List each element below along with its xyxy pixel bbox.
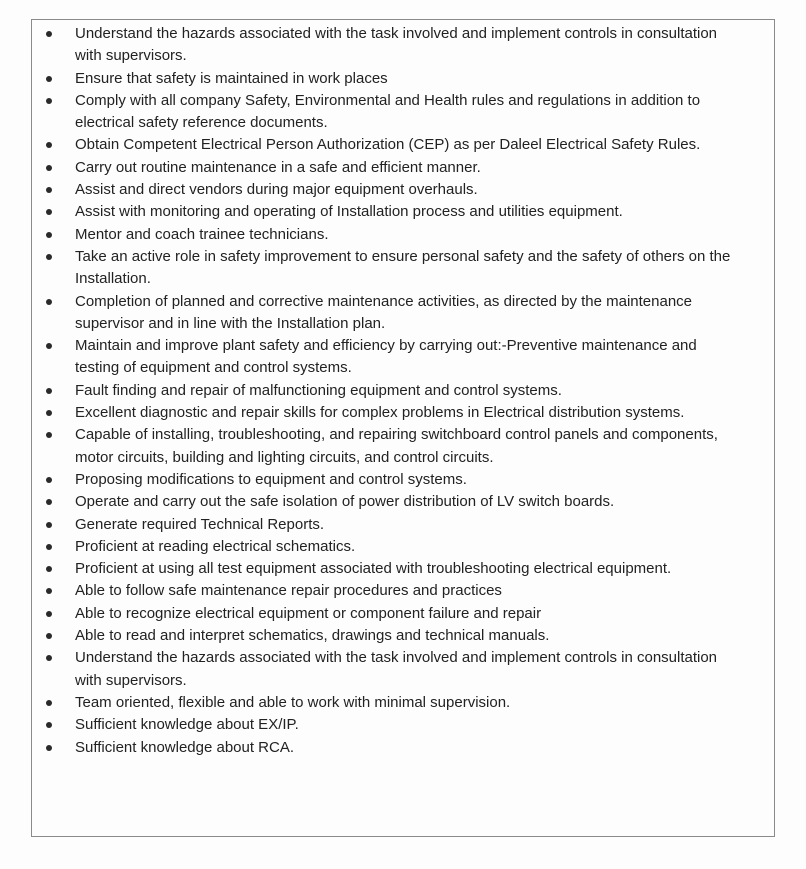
list-item (32, 558, 774, 580)
list-item-text: Able to follow safe maintenance repair procedures and practices (75, 582, 502, 600)
bullet-icon (46, 588, 52, 594)
list-item-text: Sufficient knowledge about RCA. (75, 738, 295, 756)
bullet-icon (46, 410, 52, 416)
bullet-icon (46, 611, 52, 617)
list-item (32, 201, 774, 223)
list-item-text: Understand the hazards associated with the task involved and implement controls in consultation with supervisors. (75, 649, 718, 689)
bullet-icon (46, 232, 52, 238)
list-item-text: Fault finding and repair of malfunctioning equipment and control systems. (75, 381, 562, 399)
bullet-icon (46, 187, 52, 193)
list-item (32, 380, 774, 402)
bullet-icon (46, 655, 52, 661)
list-item (32, 647, 774, 692)
bullet-icon (46, 98, 52, 104)
list-item-text: Team oriented, flexible and able to work with minimal supervision. (75, 693, 511, 711)
list-item (32, 68, 774, 90)
list-item (32, 23, 774, 68)
list-item (32, 134, 774, 156)
bullet-icon (46, 544, 52, 550)
list-item-text: Carry out routine maintenance in a safe and efficient manner. (75, 158, 481, 176)
list-item (32, 737, 774, 759)
list-item (32, 179, 774, 201)
list-item (32, 692, 774, 714)
bullet-icon (46, 165, 52, 171)
bullet-icon (46, 566, 52, 572)
list-item-text: Mentor and coach trainee technicians. (75, 225, 329, 243)
bullet-icon (46, 700, 52, 706)
list-item (32, 246, 774, 291)
duties-list (32, 23, 774, 759)
list-item (32, 714, 774, 736)
list-item-text: Completion of planned and corrective maintenance activities, as directed by the maintenance supervisor and in line with the Installation plan. (75, 292, 693, 332)
list-item (32, 580, 774, 602)
list-item-text: Maintain and improve plant safety and efficiency by carrying out:-Preventive maintenance and testing of equipment and control systems. (75, 337, 697, 377)
list-item-text: Proficient at reading electrical schematics. (75, 537, 356, 555)
list-item (32, 157, 774, 179)
list-item-text: Ensure that safety is maintained in work places (75, 69, 388, 87)
list-item-text: Assist and direct vendors during major equipment overhauls. (75, 181, 478, 199)
list-item-text: Proficient at using all test equipment associated with troubleshooting electrical equipment. (75, 560, 672, 578)
list-item (32, 536, 774, 558)
bullet-icon (46, 477, 52, 483)
list-item-text: Comply with all company Safety, Environmental and Health rules and regulations in addition to electrical safety reference documents. (75, 91, 701, 132)
bullet-icon (46, 343, 52, 349)
list-item-text: Obtain Competent Electrical Person Authorization (CEP) as per Daleel Electrical Safety Rules. (75, 136, 701, 154)
list-item-text: Able to recognize electrical equipment or component failure and repair (75, 604, 542, 622)
bullet-icon (46, 299, 52, 305)
bullet-icon (46, 254, 52, 260)
list-item (32, 491, 774, 513)
list-item-text: Understand the hazards associated with the task involved and implement controls in consultation with supervisors. (75, 25, 718, 65)
bullet-icon (46, 633, 52, 639)
list-item (32, 335, 774, 380)
bullet-icon (46, 499, 52, 505)
list-item (32, 224, 774, 246)
list-item (32, 603, 774, 625)
list-item (32, 625, 774, 647)
bullet-icon (46, 722, 52, 728)
list-item-text: Generate required Technical Reports. (75, 515, 325, 533)
list-item-text: Proposing modifications to equipment and control systems. (75, 470, 467, 488)
list-item-text: Capable of installing, troubleshooting, and repairing switchboard control panels and components, motor circuits, building and lighting circuits, and control circuits. (75, 426, 718, 466)
bullet-icon (46, 142, 52, 148)
list-item (32, 291, 774, 336)
list-item-text: Assist with monitoring and operating of Installation process and utilities equipment. (75, 203, 623, 221)
list-item-text: Operate and carry out the safe isolation of power distribution of LV switch boards. (75, 493, 615, 511)
list-item (32, 90, 774, 135)
list-item (32, 402, 774, 424)
bullet-icon (46, 745, 52, 751)
duties-box (31, 19, 775, 837)
list-item-text: Excellent diagnostic and repair skills for complex problems in Electrical distribution systems. (75, 404, 685, 422)
list-item (32, 514, 774, 536)
bullet-icon (46, 432, 52, 438)
list-item-text: Able to read and interpret schematics, drawings and technical manuals. (75, 627, 550, 645)
list-item-text: Take an active role in safety improvement to ensure personal safety and the safety of others on the Installation. (75, 247, 731, 288)
list-item (32, 469, 774, 491)
bullet-icon (46, 76, 52, 82)
bullet-icon (46, 522, 52, 528)
bullet-icon (46, 209, 52, 215)
list-item-text: Sufficient knowledge about EX/IP. (75, 716, 299, 734)
list-item (32, 424, 774, 469)
bullet-icon (46, 31, 52, 37)
bullet-icon (46, 388, 52, 394)
